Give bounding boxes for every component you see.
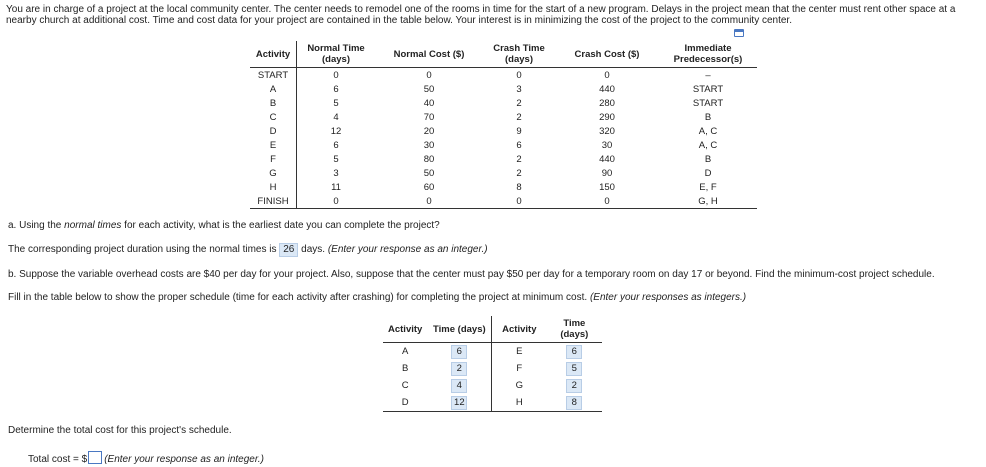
table-row [383, 394, 602, 412]
col-header: Activity [250, 41, 297, 68]
time-input-field[interactable]: 6 [451, 345, 467, 359]
table-cell: 5 [333, 153, 339, 165]
table-cell [427, 343, 492, 361]
table-cell: 0 [555, 194, 659, 209]
table-row [250, 68, 757, 83]
table-cell: 30 [423, 139, 435, 151]
table-cell: 12 [330, 125, 342, 137]
table-cell: A, C [698, 125, 718, 137]
col-header: Time (days) [546, 316, 602, 343]
col-header: Crash Cost ($) [555, 41, 659, 68]
total-cost-question: Determine the total cost for this project's schedule. [8, 425, 232, 436]
table-row [250, 96, 757, 110]
table-cell: G [515, 380, 524, 391]
table-cell: – [705, 69, 711, 81]
table-cell: 8 [516, 181, 522, 193]
table-row [250, 124, 757, 138]
table-cell [427, 394, 492, 412]
table-cell: A [250, 82, 297, 96]
table-cell: 290 [599, 111, 615, 123]
expand-icon[interactable] [734, 29, 744, 37]
table-cell: 4 [333, 111, 339, 123]
table-cell: E [250, 138, 297, 152]
table-cell: 2 [516, 167, 522, 179]
table-cell: D [250, 124, 297, 138]
table-cell: 0 [604, 69, 610, 81]
table-cell: E, F [699, 181, 717, 193]
table-cell: 2 [516, 97, 522, 109]
table-cell: C [401, 380, 409, 391]
instruction-b: Fill in the table below to show the proper schedule (time for each activity after crashing) for completing the project at minimum cost. (Enter your responses as integers.) [8, 292, 747, 303]
table-row [383, 343, 602, 361]
table-cell: 3 [516, 83, 522, 95]
table-cell [546, 343, 602, 361]
table-cell: 50 [423, 167, 435, 179]
table-row [250, 82, 757, 96]
table-cell: 20 [423, 125, 435, 137]
time-input-field[interactable]: 4 [451, 379, 467, 393]
table-cell: 6 [516, 139, 522, 151]
table-row [383, 360, 602, 377]
table-cell: START [692, 83, 724, 95]
table-cell: B [250, 96, 297, 110]
table-cell: 6 [333, 139, 339, 151]
table-row [383, 377, 602, 394]
time-input-field[interactable]: 8 [566, 396, 582, 410]
table-row [250, 110, 757, 124]
col-header: Activity [383, 316, 427, 343]
col-header: Immediate Predecessor(s) [659, 41, 757, 68]
schedule-table [383, 316, 602, 412]
table-cell: 11 [331, 181, 341, 193]
time-input-field[interactable]: 12 [451, 396, 467, 410]
time-input-field[interactable]: 6 [566, 345, 582, 359]
table-cell: 50 [423, 83, 435, 95]
table-row [250, 166, 757, 180]
table-cell: 280 [599, 97, 615, 109]
table-cell: H [492, 394, 547, 412]
table-cell [427, 360, 492, 377]
table-row [250, 138, 757, 152]
table-cell: G [250, 166, 297, 180]
table-cell: H [250, 180, 297, 194]
table-cell: 320 [599, 125, 615, 137]
table-cell: 0 [297, 194, 376, 209]
col-header: Normal Time (days) [297, 41, 376, 68]
table-cell: 5 [333, 97, 339, 109]
table-cell: E [516, 346, 523, 357]
table-cell: 90 [601, 167, 613, 179]
table-cell: 2 [516, 111, 522, 123]
time-input-field[interactable]: 2 [451, 362, 467, 376]
col-header: Normal Cost ($) [375, 41, 483, 68]
table-cell: D [704, 167, 712, 179]
project-data-table [250, 41, 757, 209]
total-cost-row: Total cost = $ (Enter your response as an integer.) [28, 451, 264, 465]
table-cell: START [250, 68, 297, 83]
total-cost-input[interactable] [88, 451, 102, 464]
answer-a: The corresponding project duration using the normal times is 26 days. (Enter your response as an integer.) [8, 244, 488, 255]
problem-intro: You are in charge of a project at the local community center. The center needs to remodel one of the rooms in time for the start of a new program. Delays in the project mean that the center must rent other space at a nearby church at additional cost. Time and cost data for your project are contained in the table below. Your interest is in minimizing the cost of the project to the community center. [6, 4, 956, 26]
table-cell: B [704, 153, 712, 165]
table-row [250, 194, 757, 209]
table-row [250, 152, 757, 166]
table-cell: A [401, 346, 409, 357]
table-cell: 0 [333, 69, 339, 81]
table-cell: 0 [426, 69, 432, 81]
table-cell: F [516, 363, 523, 374]
table-cell: G, H [659, 194, 757, 209]
table-cell: 150 [599, 181, 615, 193]
table-cell: 80 [423, 153, 435, 165]
table-cell: 3 [333, 167, 339, 179]
table-cell: 60 [423, 181, 435, 193]
time-input-field[interactable]: 2 [566, 379, 582, 393]
table-cell: C [250, 110, 297, 124]
table-cell: 2 [516, 153, 522, 165]
table-cell: 30 [601, 139, 613, 151]
table-cell: 9 [516, 125, 522, 137]
col-header: Crash Time (days) [483, 41, 555, 68]
table-cell: 440 [599, 153, 615, 165]
table-cell [546, 360, 602, 377]
table-cell: 0 [375, 194, 483, 209]
table-cell: 6 [333, 83, 339, 95]
table-cell: 0 [516, 69, 522, 81]
question-a: a. Using the normal times for each activity, what is the earliest date you can complete the project? [8, 220, 440, 231]
table-cell [546, 377, 602, 394]
table-cell: D [383, 394, 427, 412]
table-cell: F [250, 152, 297, 166]
table-row [250, 180, 757, 194]
table-cell [546, 394, 602, 412]
time-input-field[interactable]: 5 [566, 362, 582, 376]
table-cell: 440 [599, 83, 615, 95]
table-cell: A, C [698, 139, 718, 151]
table-cell: 40 [423, 97, 435, 109]
table-cell: B [401, 363, 409, 374]
duration-answer-field[interactable]: 26 [279, 243, 298, 257]
col-header: Time (days) [427, 316, 492, 343]
table-cell: START [692, 97, 724, 109]
col-header: Activity [492, 316, 547, 343]
table-cell [427, 377, 492, 394]
table-cell: 70 [423, 111, 435, 123]
table-cell: B [704, 111, 712, 123]
table-cell: 0 [483, 194, 555, 209]
table-cell: FINISH [250, 194, 297, 209]
question-b: b. Suppose the variable overhead costs are $40 per day for your project. Also, suppose that the center must pay $50 per day for a temporary room on day 17 or beyond. Find the minimum-cost project schedule. [8, 269, 935, 280]
